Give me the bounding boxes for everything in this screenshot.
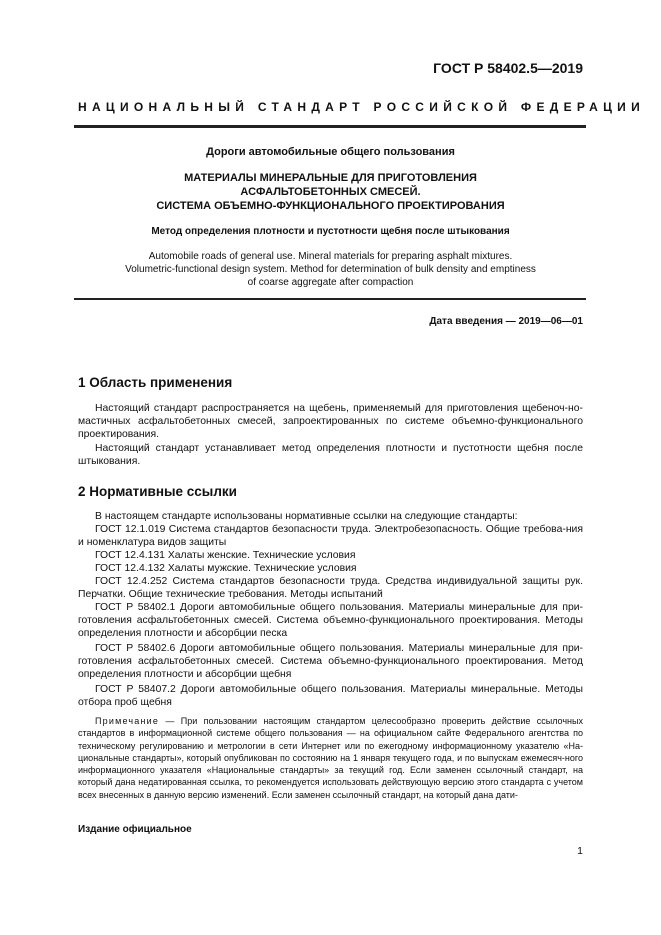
top-divider (74, 125, 586, 128)
note-label: Примечание (95, 716, 160, 726)
main-title-line: АСФАЛЬТОБЕТОННЫХ СМЕСЕЙ. (240, 186, 421, 198)
reference-item: ГОСТ Р 58407.2 Дороги автомобильные общего пользования. Материалы минеральные. Методы отбора проб щебня (78, 684, 583, 709)
reference-item: ГОСТ 12.4.131 Халаты женские. Технические условия (95, 550, 356, 561)
english-title-line: Volumetric-functional design system. Method for determination of bulk density and emptiness (125, 264, 536, 275)
reference-item: ГОСТ Р 58402.6 Дороги автомобильные общего пользования. Материалы минеральные для при-готовления асфальтобетонных смесей. Система объемно-функционального проектирования. Метод определения плотности и абсорбции щебня (78, 643, 583, 681)
page-number: 1 (577, 845, 583, 857)
section-1-heading: 1 Область применения (78, 375, 233, 390)
introduction-date: Дата введения — 2019—06—01 (429, 316, 583, 327)
section-1-paragraph: Настоящий стандарт устанавливает метод определения плотности и пустотности щебня после штыкования. (78, 443, 583, 468)
main-title-line: МАТЕРИАЛЫ МИНЕРАЛЬНЫЕ ДЛЯ ПРИГОТОВЛЕНИЯ (184, 172, 477, 184)
section-1-paragraph: Настоящий стандарт распространяется на щебень, применяемый для приготовления щебеноч-но-мастичных асфальтобетонных смесей, запроектированных по системе объемно-функционального проектирования. (78, 403, 583, 441)
document-number: ГОСТ Р 58402.5—2019 (433, 60, 583, 76)
reference-item: ГОСТ 12.1.019 Система стандартов безопасности труда. Электробезопасность. Общие требова-ния и номенклатура видов защиты (78, 524, 583, 549)
note-text: — При пользовании настоящим стандартом целесообразно проверить действие ссылочных стандартов в информационной системе общего пользования — на официальном сайте Федерального агентства по техническому регулированию и метрологии в сети Интернет или по ежегодному информационному указателю «На-циональные стандарты», который опубликован по состоянию на 1 января текущего года, и по выпускам ежемесяч-ного информационного указателя «Национальные стандарты» за текущий год. Если заменен ссылочный стандарт, на который дана недатированная ссылка, то рекомендуется использовать действующую версию этого стандарта с учетом всех внесенных в данную версию изменений. Если заменен ссылочный стандарт, на который дана дати- (78, 716, 583, 800)
english-title (78, 250, 583, 289)
official-edition-label: Издание официальное (78, 824, 192, 835)
main-title-line: СИСТЕМА ОБЪЕМНО-ФУНКЦИОНАЛЬНОГО ПРОЕКТИРОВАНИЯ (156, 200, 505, 212)
reference-item: ГОСТ 12.4.132 Халаты мужские. Технические условия (95, 563, 357, 574)
english-title-line: of coarse aggregate after compaction (247, 277, 414, 288)
main-title (78, 171, 583, 213)
national-standard-banner: НАЦИОНАЛЬНЫЙ СТАНДАРТ РОССИЙСКОЙ ФЕДЕРАЦИИ (78, 100, 646, 114)
title-roads: Дороги автомобильные общего пользования (206, 146, 455, 158)
bottom-divider (74, 298, 586, 300)
section-2-note (78, 715, 583, 801)
reference-item: ГОСТ Р 58402.1 Дороги автомобильные общего пользования. Материалы минеральные для при-готовления асфальтобетонных смесей. Система объемно-функционального проектирования. Методы определения плотности и абсорбции песка (78, 602, 583, 640)
reference-item: ГОСТ 12.4.252 Система стандартов безопасности труда. Средства индивидуальной защиты рук. Перчатки. Общие технические требования. Методы испытаний (78, 576, 583, 601)
english-title-line: Automobile roads of general use. Mineral materials for preparing asphalt mixtures. (148, 251, 513, 262)
section-2-heading: 2 Нормативные ссылки (78, 484, 237, 499)
section-2-paragraph: В настоящем стандарте использованы нормативные ссылки на следующие стандарты: (95, 511, 518, 522)
method-title: Метод определения плотности и пустотности щебня после штыкования (151, 226, 510, 237)
